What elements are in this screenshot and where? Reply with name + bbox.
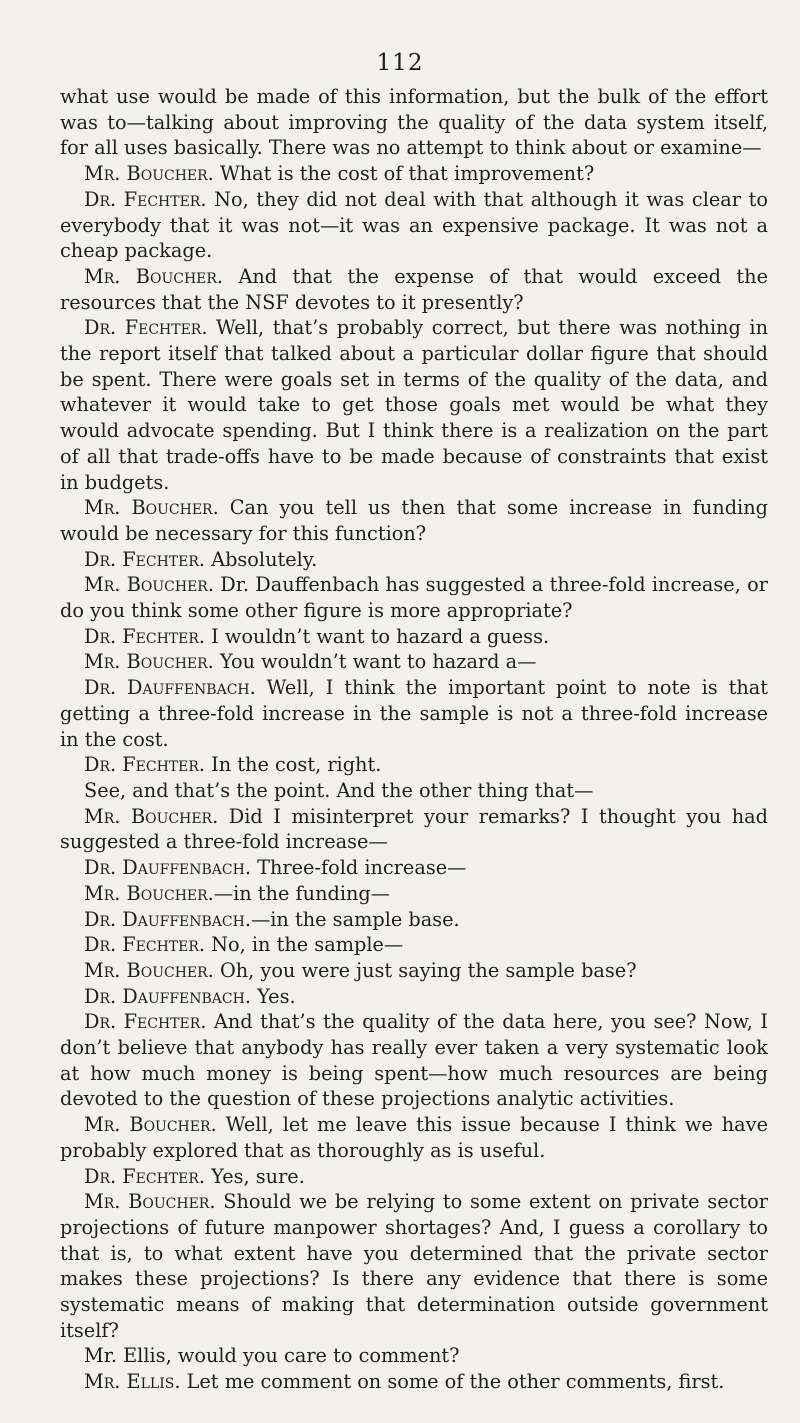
paragraph-text: Yes. <box>250 984 296 1008</box>
paragraph-text: And that’s the quality of the data here, you see? Now, I don’t believe that anybody has really ever taken a very systematic look at how much money is being spent—how much resources are being devoted to the question of these projections analytic activities. <box>60 1010 768 1111</box>
paragraph <box>60 907 768 933</box>
paragraph <box>60 161 768 187</box>
paragraph <box>60 881 768 907</box>
paragraph-text: —in the funding— <box>213 881 391 905</box>
paragraph-text: Absolutely. <box>205 547 318 571</box>
speaker-name: Mr. Boucher. <box>84 958 214 982</box>
speaker-name: Mr. Boucher. <box>84 573 214 597</box>
paragraph <box>60 1189 768 1343</box>
speaker-name: Dr. Dauffenbach. <box>84 984 251 1008</box>
transcript-body <box>60 84 768 1395</box>
speaker-name: Mr. Boucher. <box>84 1190 216 1214</box>
speaker-name: Mr. Boucher. <box>84 881 214 905</box>
paragraph-text: Dr. Dauffenbach has suggested a three-fold increase, or do you think some other figure is more appropriate? <box>60 573 768 623</box>
paragraph <box>60 547 768 573</box>
paragraph-text: What is the cost of that improvement? <box>213 162 595 186</box>
paragraph-text: Well, I think the important point to note is that getting a three-fold increase in the sample is not a three-fold increase in the cost. <box>60 676 768 751</box>
speaker-name: Dr. Fechter. <box>84 187 207 211</box>
speaker-name: Dr. Fechter. <box>84 933 206 957</box>
paragraph <box>60 778 768 804</box>
paragraph-text: No, in the sample— <box>205 933 404 957</box>
paragraph <box>60 752 768 778</box>
paragraph-text: No, they did not deal with that although it was clear to everybody that it was not—it was an expensive package. It was not a cheap package. <box>60 187 768 263</box>
paragraph-text: You wouldn’t want to hazard a— <box>213 650 537 674</box>
speaker-name: Dr. Fechter. <box>84 547 206 571</box>
speaker-name: Dr. Fechter. <box>84 1164 206 1188</box>
speaker-name: Mr. Boucher. <box>84 496 219 520</box>
speaker-name: Mr. Boucher. <box>84 804 219 828</box>
paragraph-text: what use would be made of this information, but the bulk of the effort was to—talking about improving the quality of the data system itself, for all uses basically. There was no attempt to think about or examine— <box>60 85 768 160</box>
paragraph <box>60 649 768 675</box>
speaker-name: Mr. Boucher. <box>84 650 214 674</box>
paragraph-text: Well, let me leave this issue because I think we have probably explored that as thoroughly as is useful. <box>60 1113 768 1162</box>
paragraph <box>60 675 768 752</box>
paragraph <box>60 572 768 623</box>
paragraph-text: In the cost, right. <box>205 753 382 777</box>
paragraph <box>60 804 768 855</box>
speaker-name: Mr. Boucher. <box>84 1113 217 1137</box>
paragraph <box>60 1009 768 1112</box>
paragraph <box>60 1112 768 1163</box>
paragraph <box>60 855 768 881</box>
paragraph <box>60 932 768 958</box>
paragraph-text: Mr. Ellis, would you care to comment? <box>84 1344 460 1368</box>
paragraph <box>60 1369 768 1395</box>
speaker-name: Dr. Fechter. <box>84 753 206 777</box>
paragraph-text: And that the expense of that would exceed the resources that the NSF devotes to it presently? <box>60 264 768 314</box>
paragraph <box>60 315 768 495</box>
speaker-name: Dr. Fechter. <box>84 1010 207 1034</box>
paragraph <box>60 84 768 161</box>
paragraph-text: Should we be relying to some extent on private sector projections of future manpower shortages? And, I guess a corollary to that is, to what extent have you determined that the private sector makes these projections? Is there any evidence that there is some systematic means of making that determination outside government itself? <box>60 1190 768 1342</box>
paragraph <box>60 264 768 315</box>
paragraph-text: Can you tell us then that some increase in funding would be necessary for this function? <box>60 496 768 545</box>
speaker-name: Dr. Dauffenbach. <box>84 676 256 700</box>
paragraph-text: Three-fold increase— <box>250 856 467 880</box>
speaker-name: Dr. Dauffenbach. <box>84 907 251 931</box>
speaker-name: Dr. Fechter. <box>84 624 206 648</box>
speaker-name: Dr. Dauffenbach. <box>84 856 251 880</box>
paragraph-text: Yes, sure. <box>205 1164 305 1188</box>
paragraph-text: I wouldn’t want to hazard a guess. <box>205 624 550 648</box>
paragraph-text: Oh, you were just saying the sample base? <box>213 958 637 982</box>
speaker-name: Mr. Boucher. <box>84 264 224 288</box>
paragraph-text: Did I misinterpret your remarks? I thought you had suggested a three-fold increase— <box>60 804 768 854</box>
speaker-name: Mr. Boucher. <box>84 162 214 186</box>
paragraph <box>60 1343 768 1369</box>
paragraph <box>60 958 768 984</box>
paragraph <box>60 984 768 1010</box>
paragraph-text: —in the sample base. <box>250 907 460 931</box>
paragraph <box>60 1164 768 1190</box>
paragraph <box>60 187 768 264</box>
paragraph-text: Well, that’s probably correct, but there was nothing in the report itself that talked about a particular dollar figure that should be spent. There were goals set in terms of the quality of the data, and whatever it would take to get those goals met would be what they would advocate spending. But I think there is a realization on the part of all that trade-offs have to be made because of constraints that exist in budgets. <box>60 316 768 494</box>
paragraph <box>60 495 768 546</box>
paragraph-text: See, and that’s the point. And the other thing that— <box>84 778 594 802</box>
paragraph-text: Let me comment on some of the other comments, first. <box>180 1370 725 1394</box>
speaker-name: Dr. Fechter. <box>84 316 208 340</box>
speaker-name: Mr. Ellis. <box>84 1370 181 1394</box>
paragraph <box>60 624 768 650</box>
page-number: 112 <box>376 50 424 76</box>
